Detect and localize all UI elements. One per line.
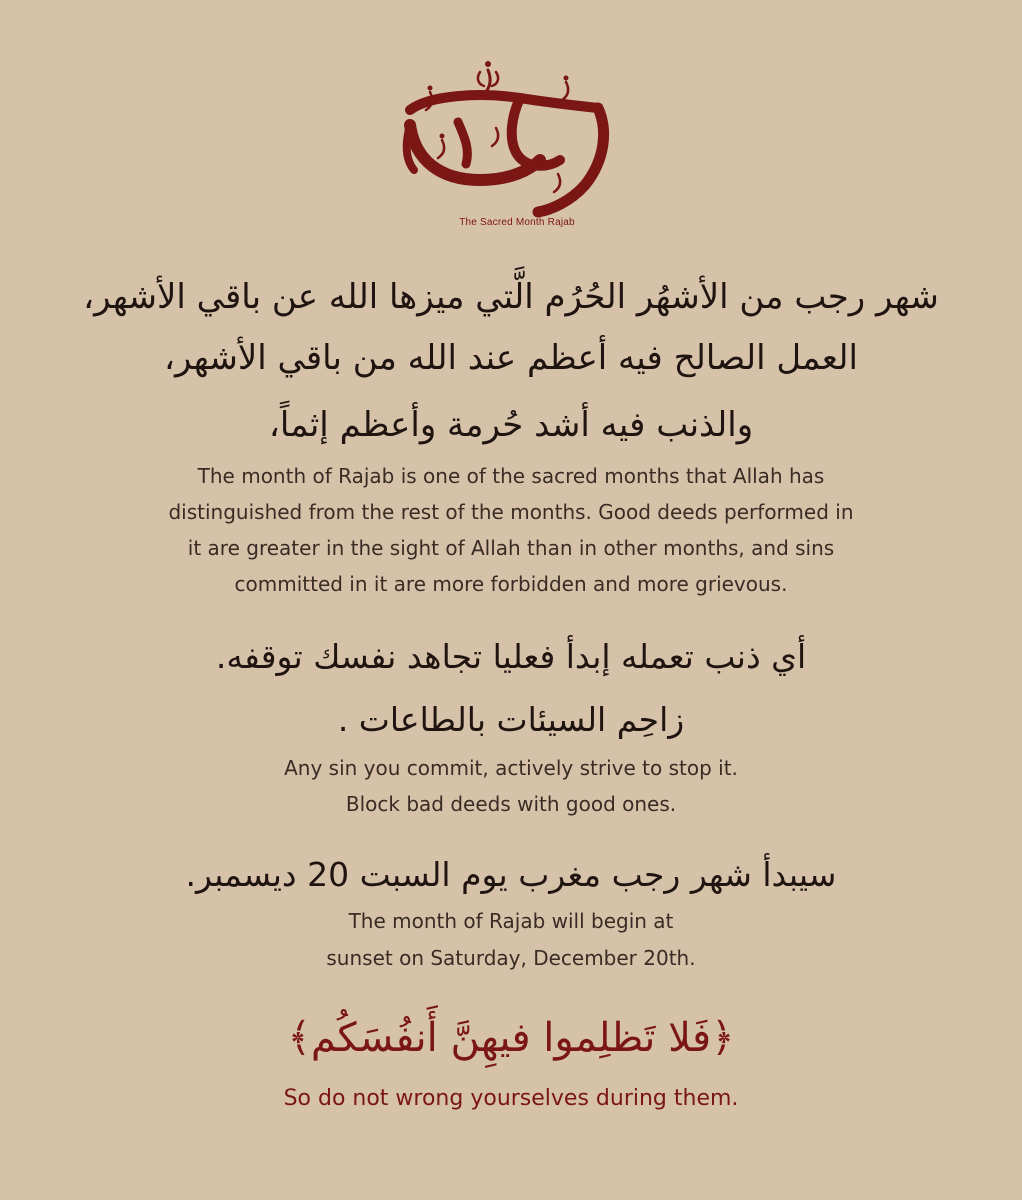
english-paragraph-2: [40, 750, 982, 822]
arabic-line-2: العمل الصالح فيه أعظم عند الله من باقي الأشهر،: [164, 338, 858, 378]
logo-subtitle: The Sacred Month Rajab: [459, 217, 575, 228]
arabic-line-6: سيبدأ شهر رجب مغرب يوم السبت 20 ديسمبر.: [185, 855, 837, 894]
english-line: sunset on Saturday, December 20th.: [326, 946, 696, 970]
english-line: Any sin you commit, actively strive to stop it.: [284, 756, 738, 780]
english-line: The month of Rajab will begin at: [348, 909, 674, 933]
english-line: distinguished from the rest of the months. Good deeds performed in: [168, 500, 854, 524]
english-line: Block bad deeds with good ones.: [345, 792, 677, 816]
quran-verse-arabic: ﴿فَلا تَظلِموا فيهِنَّ أَنفُسَكُم﴾: [287, 1015, 735, 1061]
english-line: committed in it are more forbidden and more grievous.: [234, 572, 788, 596]
arabic-line-5: زاحِم السيئات بالطاعات .: [337, 700, 685, 739]
quran-verse-english: So do not wrong yourselves during them.: [283, 1086, 739, 1111]
rajab-calligraphy-logo: [370, 50, 650, 220]
english-paragraph-1: [40, 458, 982, 602]
arabic-line-3: والذنب فيه أشد حُرمة وأعظم إثماً،: [268, 405, 754, 445]
english-line: The month of Rajab is one of the sacred months that Allah has: [197, 464, 825, 488]
arabic-line-1: شهر رجب من الأشهُر الحُرُم الَّتي ميزها الله عن باقي الأشهر،: [83, 277, 939, 317]
rajab-logo: [370, 50, 650, 240]
english-line: it are greater in the sight of Allah than in other months, and sins: [187, 536, 835, 560]
english-paragraph-3: [40, 903, 982, 977]
arabic-line-4: أي ذنب تعمله إبدأ فعليا تجاهد نفسك توقفه.: [215, 637, 807, 676]
